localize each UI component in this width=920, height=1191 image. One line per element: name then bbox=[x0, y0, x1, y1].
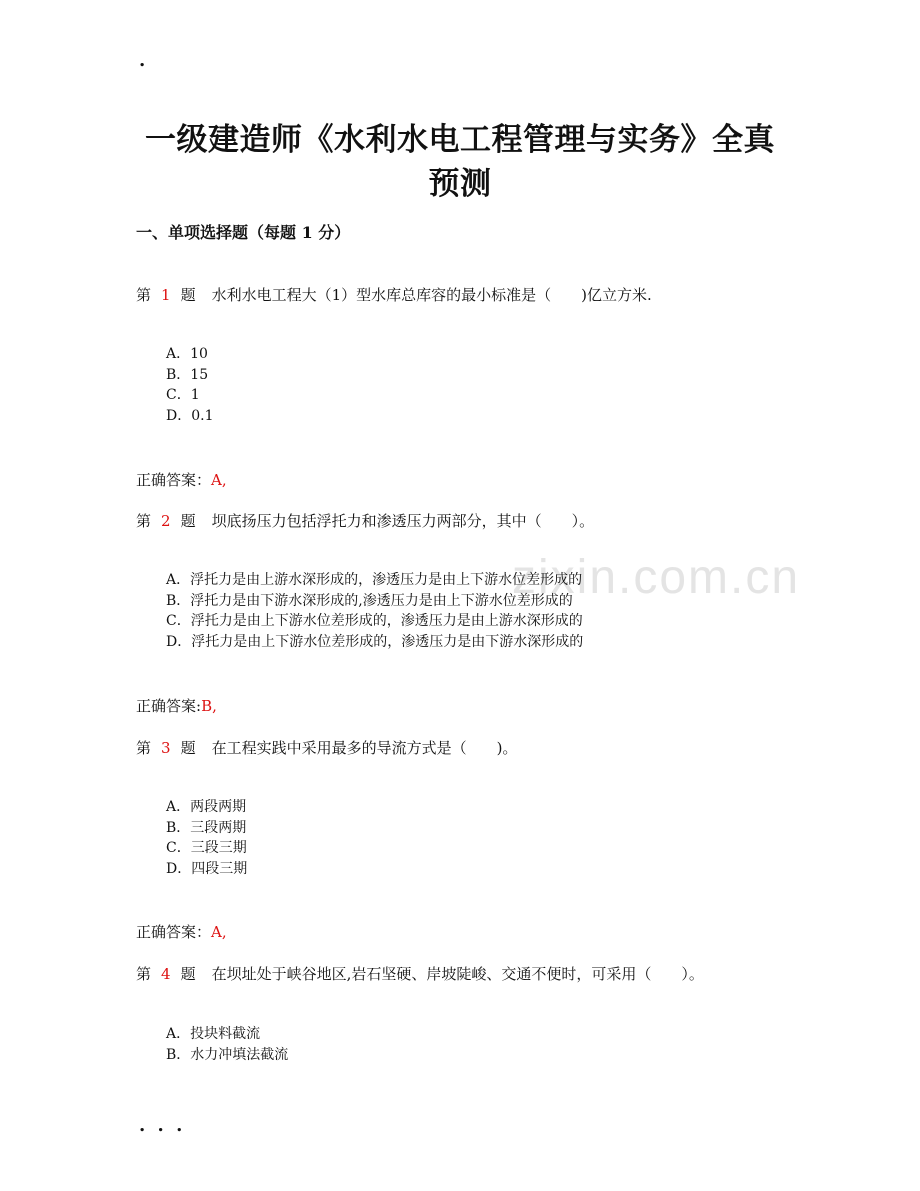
option-c: C．浮托力是由上下游水位差形成的，渗透压力是由上游水深形成的 bbox=[166, 613, 583, 630]
question-prefix: 第 bbox=[136, 965, 152, 983]
question-prefix: 第 bbox=[136, 286, 152, 304]
question-number: 4 bbox=[161, 965, 171, 983]
watermark: zixin.com.cn bbox=[512, 551, 801, 604]
question-3-options bbox=[166, 797, 247, 880]
option-b: B．15 bbox=[166, 366, 209, 383]
question-1-options bbox=[166, 344, 214, 427]
question-suffix: 题 bbox=[180, 286, 196, 304]
option-a: A．10 bbox=[166, 346, 208, 362]
title-line-2: 预测 bbox=[428, 166, 492, 202]
option-c: C．三段三期 bbox=[166, 840, 247, 857]
answer-value: B, bbox=[201, 697, 217, 715]
header-dot: . bbox=[139, 50, 146, 71]
question-number: 3 bbox=[161, 739, 171, 757]
question-text: 在坝址处于峡谷地区,岩石坚硬、岸坡陡峻、交通不便时，可采用（ ）。 bbox=[211, 965, 704, 983]
title-line-1: 一级建造师《水利水电工程管理与实务》全真 bbox=[145, 122, 775, 158]
answer-label: 正确答案： bbox=[136, 471, 212, 489]
option-d: D．浮托力是由上下游水位差形成的，渗透压力是由下游水深形成的 bbox=[166, 634, 584, 651]
question-2-options bbox=[166, 570, 583, 653]
question-number: 1 bbox=[161, 286, 171, 304]
question-text: 在工程实践中采用最多的导流方式是（ )。 bbox=[211, 739, 518, 757]
option-c: C．1 bbox=[166, 387, 200, 404]
option-b: B．三段两期 bbox=[166, 819, 247, 836]
option-b: B．浮托力是由下游水深形成的,渗透压力是由上下游水位差形成的 bbox=[166, 592, 573, 609]
question-3 bbox=[136, 737, 517, 758]
option-a: A．两段两期 bbox=[166, 799, 247, 815]
answer-value: A, bbox=[211, 923, 227, 941]
question-number: 2 bbox=[161, 512, 171, 530]
option-d: D．四段三期 bbox=[166, 861, 248, 878]
question-1 bbox=[136, 284, 652, 305]
section-heading: 一、单项选择题（每题 1 分） bbox=[136, 223, 351, 242]
question-suffix: 题 bbox=[180, 965, 196, 983]
question-prefix: 第 bbox=[136, 512, 152, 530]
footer-dots: . . . bbox=[139, 1115, 186, 1136]
question-prefix: 第 bbox=[136, 739, 152, 757]
question-text: 水利水电工程大（1）型水库总库容的最小标准是（ )亿立方米. bbox=[211, 286, 652, 304]
answer-value: A, bbox=[211, 471, 227, 489]
answer-label: 正确答案: bbox=[136, 697, 202, 715]
page-title bbox=[100, 118, 820, 206]
question-4-options bbox=[166, 1024, 288, 1065]
question-2 bbox=[136, 510, 594, 531]
question-suffix: 题 bbox=[180, 512, 196, 530]
option-b: B．水力冲填法截流 bbox=[166, 1046, 289, 1063]
answer-3 bbox=[136, 921, 227, 942]
answer-label: 正确答案： bbox=[136, 923, 212, 941]
question-text: 坝底扬压力包括浮托力和渗透压力两部分，其中（ ）。 bbox=[211, 512, 595, 530]
answer-1 bbox=[136, 469, 227, 490]
option-d: D．0.1 bbox=[166, 408, 214, 425]
answer-2 bbox=[136, 695, 217, 716]
option-a: A．投块料截流 bbox=[166, 1026, 261, 1042]
option-a: A．浮托力是由上游水深形成的，渗透压力是由上下游水位差形成的 bbox=[166, 572, 583, 588]
question-4 bbox=[136, 963, 704, 984]
question-suffix: 题 bbox=[180, 739, 196, 757]
